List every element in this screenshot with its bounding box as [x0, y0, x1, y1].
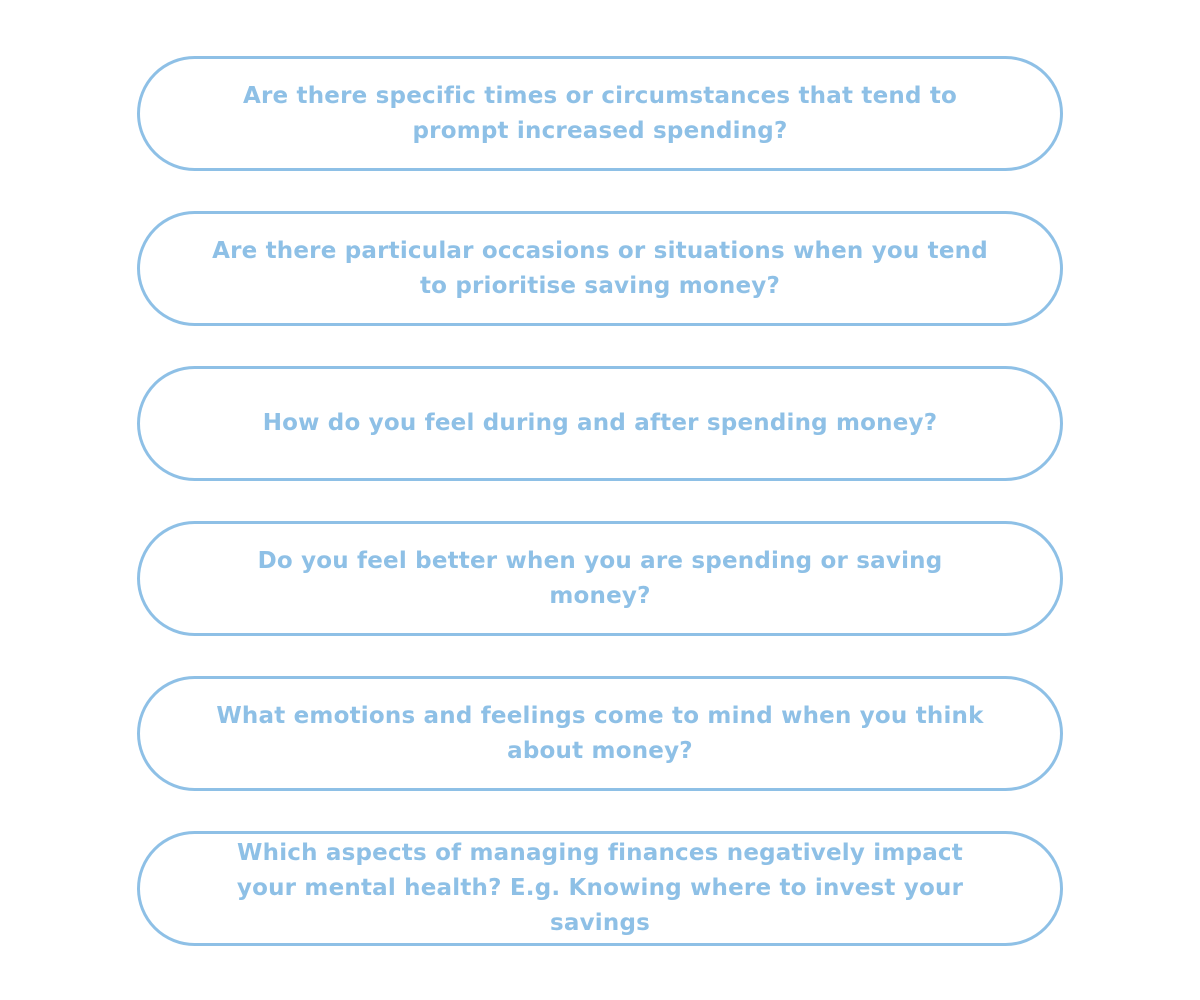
question-card-spending-feelings [137, 366, 1063, 481]
question-text: Are there specific times or circumstances that tend to prompt increased spending? [242, 82, 958, 144]
question-text: Which aspects of managing finances negatively impact your mental health? E.g. Knowing where to invest your savings [236, 840, 964, 936]
question-card-spending-vs-saving [137, 521, 1063, 636]
question-list [137, 56, 1063, 946]
question-card-saving-occasions [137, 211, 1063, 326]
question-text: How do you feel during and after spending money? [262, 410, 938, 436]
question-text: What emotions and feelings come to mind when you think about money? [216, 702, 984, 764]
question-text: Are there particular occasions or situations when you tend to prioritise saving money? [212, 237, 988, 299]
question-card-money-emotions [137, 676, 1063, 791]
question-card-spending-triggers [137, 56, 1063, 171]
question-text: Do you feel better when you are spending or saving money? [257, 547, 943, 609]
question-card-finance-mental-health [137, 831, 1063, 946]
